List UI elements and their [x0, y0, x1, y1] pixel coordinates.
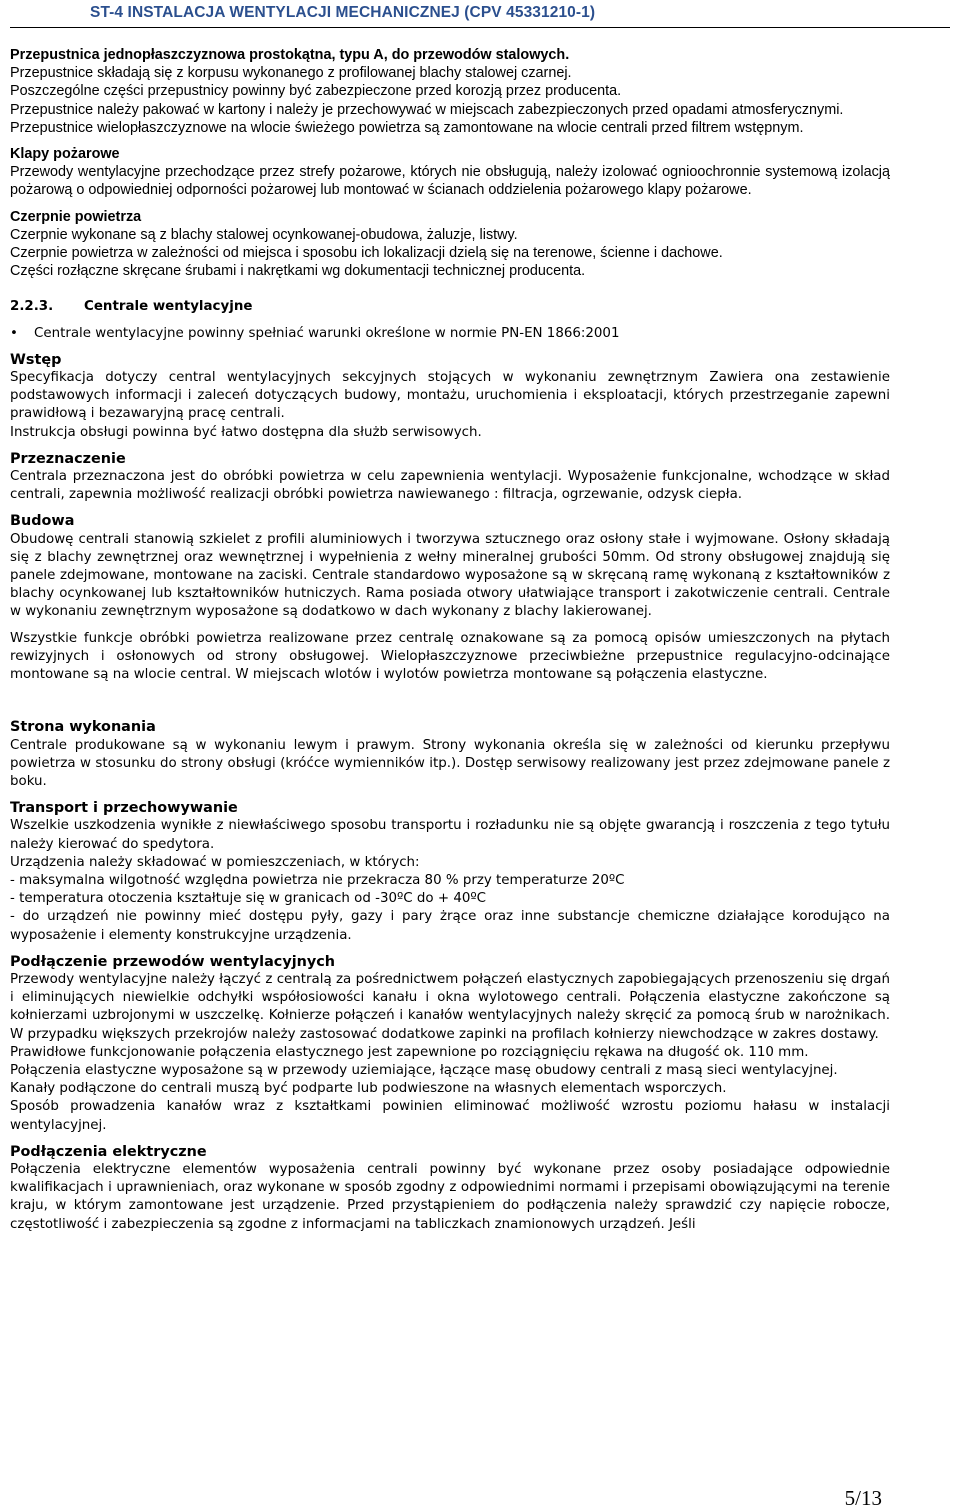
paragraph: Obudowę centrali stanowią szkielet z profili aluminiowych i tworzywa sztucznego oraz osłony stałe i wyjmowane. Osłony składają się z blachy zewnętrznej oraz wewnętrznej i wypełnienia z wełny mineralnej grubości 50mm. Od strony obsługowej znajdują się panele zdejmowane, montowane na zaciski. Centrale standardowo wyposażone są w skręcaną ramę wykonaną z kształtowników z blachy ocynkowanej lub kształtowników hutniczych. Rama posiada otwory ułatwiające transport i zakotwiczenie centrali. Centrale w wykonaniu zewnętrznym wyposażone są dodatkowo w dach wykonany z blachy lakierowanej.: [10, 531, 890, 620]
bullet-text: Centrale wentylacyjne powinny spełniać warunki określone w normie PN-EN 1866:2001: [34, 325, 620, 341]
construction-heading: Budowa: [10, 513, 75, 530]
purpose-heading: Przeznaczenie: [10, 450, 126, 467]
list-item: - temperatura otoczenia kształtuje się w granicach od -30ºC do + 40ºC: [10, 891, 487, 907]
air-intakes-heading: Czerpnie powietrza: [10, 208, 142, 225]
paragraph: Czerpnie powietrza w zależności od miejsca i sposobu ich lokalizacji dzielą się na terenowe, ścienne i dachowe.: [10, 245, 723, 262]
paragraph: Połączenia elektryczne elementów wyposażenia centrali powinny być wykonane przez osoby posiadające odpowiednie kwalifikacjach i uprawnieniach, oraz wykonane w sposób zgodny z odpowiednimi normami i przepisami obowiązującymi na terenie kraju, w którym zamontowane jest urządzenie. Przed przystąpieniem do podłączenia należy sprawdzić czy napięcie robocze, częstotliwość i zabezpieczenia są zgodne z informacjami na tabliczkach znamionowych urządzeń. Jeśli: [10, 1161, 890, 1232]
paragraph: Przewody wentylacyjne przechodzące przez strefy pożarowe, których nie obsługują, należy izolować ognioochronnie systemową izolacją pożarową o odpowiedniej odporności pożarowej lub montować w ścianach oddzielenia pożarowego klapy pożarowe.: [10, 164, 890, 199]
paragraph: Przepustnice należy pakować w kartony i należy je przechowywać w miejscach zabezpieczonych przed opadami atmosferycznymi.: [10, 101, 844, 118]
transport-heading: Transport i przechowywanie: [10, 800, 238, 817]
paragraph: Części rozłączne skręcane śrubami i nakrętkami wg dokumentacji technicznej producenta.: [10, 263, 586, 280]
paragraph: Centrale produkowane są w wykonaniu lewym i prawym. Strony wykonania określa się w zależności od kierunku przepływu powietrza w stosunku do strony obsługi (króćce wymienników itp.). Dostęp serwisowy realizowany jest przez zdejmowane panele z boku.: [10, 737, 890, 789]
paragraph: Przewody wentylacyjne należy łączyć z centralą za pośrednictwem połączeń elastycznych zapobiegających przenoszeniu się drgań i eliminujących niewielkie odchyłki współosiowości kanału i okna wylotowego centrali. Połączenia elastyczne zakończone są kołnierzami uzbrojonymi w uszczelkę. Kołnierze połączeń i kanałów wentylacyjnych należy skręcić za pomocą śrub w narożnikach. W przypadku większych przekrojów należy zastosować dodatkowe zapinki na profilach kołnierzy niewchodzące w zakres dostawy.: [10, 971, 890, 1042]
paragraph: Prawidłowe funkcjonowanie połączenia elastycznego jest zapewnione po rozciągnięciu rękawa na długość ok. 110 mm.: [10, 1044, 809, 1060]
duct-connection-heading: Podłączenie przewodów wentylacyjnych: [10, 953, 336, 970]
paragraph: Sposób prowadzenia kanałów wraz z kształtkami powinien eliminować możliwość wzrostu poziomu hałasu w instalacji wentylacyjnej.: [10, 1099, 890, 1133]
fire-dampers-heading: Klapy pożarowe: [10, 146, 120, 163]
page-header: [10, 4, 950, 28]
paragraph: Wszystkie funkcje obróbki powietrza realizowane przez centralę oznakowane są za pomocą opisów umieszczonych na płytach rewizyjnych i osłonowych od strony obsługowej. Wielopłaszczyznowe przeciwbieżne przepustnice regulacyjno-odcinające montowane są na wlocie central. W miejscach wlotów i wylotów powietrza montowane są połączenia elastyczne.: [10, 630, 890, 683]
section-number: 2.2.3.: [10, 299, 54, 315]
section-title: Centrale wentylacyjne: [84, 299, 253, 315]
intro-heading: Wstęp: [10, 351, 62, 368]
paragraph: Specyfikacja dotyczy central wentylacyjnych sekcyjnych stojących w wykonaniu zewnętrznym Zawiera ona zestawienie podstawowych informacji i zaleceń dotyczących budowy, montażu, uruchomienia i eksploatacji, których przestrzeganie zapewni prawidłową i bezawaryjną pracę centrali.: [10, 370, 890, 422]
page-number: 5/13: [844, 1486, 882, 1510]
list-item: - maksymalna wilgotność względna powietrza nie przekracza 80 % przy temperaturze 20ºC: [10, 872, 625, 888]
paragraph: Urządzenia należy składować w pomieszczeniach, w których:: [10, 854, 420, 870]
air-handling-units-section: [10, 280, 890, 1233]
paragraph: Instrukcja obsługi powinna być łatwo dostępna dla służb serwisowych.: [10, 424, 482, 440]
version-side-heading: Strona wykonania: [10, 719, 156, 736]
paragraph: Poszczególne części przepustnicy powinny być zabezpieczone przed korozją przez producenta.: [10, 83, 622, 100]
bullet-icon: •: [10, 325, 18, 341]
dampers-section: [10, 46, 890, 280]
document-body: [10, 46, 890, 1234]
paragraph: Przepustnice wielopłaszczyznowe na wlocie świeżego powietrza są zamontowane na wlocie centrali przed filtrem wstępnym.: [10, 119, 804, 136]
paragraph: Wszelkie uszkodzenia wynikłe z niewłaściwego sposobu transportu i rozładunku nie są objęte gwarancją i roszczenia z tego tytułu należy kierować do spedytora.: [10, 818, 890, 852]
paragraph: Kanały podłączone do centrali muszą być podparte lub podwieszone na własnych elementach wsporczych.: [10, 1081, 727, 1097]
bullet-item: [10, 325, 890, 343]
paragraph: Przepustnice składają się z korpusu wykonanego z profilowanej blachy stalowej czarnej.: [10, 65, 572, 82]
header-title: ST-4 INSTALACJA WENTYLACJI MECHANICZNEJ (CPV 45331210-1): [90, 4, 596, 21]
paragraph: Czerpnie wykonane są z blachy stalowej ocynkowanej-obudowa, żaluzje, listwy.: [10, 226, 518, 243]
damper-heading: Przepustnica jednopłaszczyznowa prostokątna, typu A, do przewodów stalowych.: [10, 47, 570, 63]
electrical-connection-heading: Podłączenia elektryczne: [10, 1143, 207, 1160]
paragraph: Połączenia elastyczne wyposażone są w przewody uziemiające, łączące masę obudowy centrali z masą sieci wentylacyjnej.: [10, 1062, 838, 1078]
list-item: - do urządzeń nie powinny mieć dostępu pyły, gazy i pary żrące oraz inne substancje chemiczne działające korodująco na wyposażenie i elementy konstrukcyjne urządzenia.: [10, 909, 890, 943]
section-heading: [10, 298, 890, 316]
paragraph: Centrala przeznaczona jest do obróbki powietrza w celu zapewnienia wentylacji. Wyposażenie funkcjonalne, wchodzące w skład centrali, zapewnia możliwość realizacji obróbki powietrza nawiewanego : filtracja, ogrzewanie, odzysk ciepła.: [10, 469, 890, 503]
